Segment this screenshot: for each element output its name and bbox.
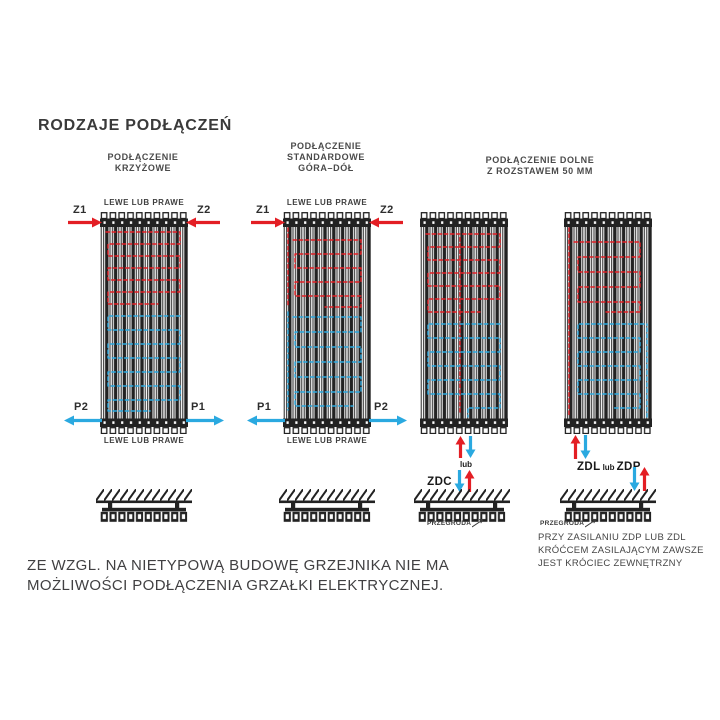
heading-line: PODŁĄCZENIE (290, 141, 362, 151)
zdl-return-down-arrow-icon (580, 435, 591, 459)
przegroda-text: PRZEGRODA (427, 520, 472, 527)
zdp-up-arrow-icon (639, 467, 650, 491)
zdl-zdp-note (538, 531, 720, 570)
footer-line: MOŻLIWOŚCI PODŁĄCZENIA GRZAŁKI ELEKTRYCZNEJ. (27, 576, 444, 594)
radiator-standard-diagram (283, 212, 371, 434)
radiator-zdl-zdp-diagram (564, 212, 652, 434)
przegroda-leader-arrow-icon (585, 519, 597, 528)
footer-note (27, 556, 467, 595)
wall-section-standard (279, 489, 375, 523)
p1-return-arrow-right-icon (186, 415, 224, 426)
radiator-zdc-diagram (420, 212, 508, 434)
wall-section-zdc (414, 489, 510, 523)
heading-line: STANDARDOWE (287, 152, 365, 162)
cross-z1-label: Z1 (73, 204, 87, 216)
heading-line: Z ROZSTAWEM 50 MM (486, 166, 594, 176)
heading-line: KRZYŻOWE (114, 163, 172, 173)
standard-p2-label: P2 (374, 401, 389, 413)
p2-return-arrow-right-icon (369, 415, 407, 426)
note-line: JEST KRÓCIEC ZEWNĘTRZNY (538, 558, 683, 569)
zdc-return-down-arrow-icon (465, 436, 476, 458)
z2-supply-arrow-left-icon (186, 217, 220, 228)
cross-p2-label: P2 (74, 401, 89, 413)
zdl-text: ZDL (577, 461, 601, 473)
zdc-lub-label: lub (460, 460, 472, 469)
zdl-przegroda-label (540, 519, 597, 528)
zdc-przegroda-label (427, 519, 484, 528)
cross-p1-label: P1 (191, 401, 206, 413)
footer-line: ZE WZGL. NA NIETYPOWĄ BUDOWĘ GRZEJNIKA NIE MA (27, 557, 450, 574)
heading-bottom-connection (460, 155, 620, 177)
z2-supply-arrow-left-icon (369, 217, 403, 228)
heading-cross-connection (83, 152, 203, 174)
standard-z2-label: Z2 (380, 204, 394, 216)
heading-line: GÓRA–DÓŁ (298, 163, 354, 173)
note-line: KRÓĆCEM ZASILAJĄCYM ZAWSZE (538, 545, 704, 556)
standard-bottom-note: LEWE LUB PRAWE (286, 436, 368, 445)
z1-supply-arrow-right-icon (251, 217, 285, 228)
zdc-label: ZDC (427, 476, 452, 488)
heading-line: PODŁĄCZENIE DOLNE (485, 155, 595, 165)
z1-supply-arrow-right-icon (68, 217, 102, 228)
zdp-text: ZDP (616, 461, 641, 473)
wall-section-zdl-zdp (560, 489, 656, 523)
standard-z1-label: Z1 (256, 204, 270, 216)
p1-return-arrow-left-icon (247, 415, 285, 426)
przegroda-text: PRZEGRODA (540, 520, 585, 527)
wall-section-cross (96, 489, 192, 523)
standard-top-note: LEWE LUB PRAWE (286, 198, 368, 207)
note-line: PRZY ZASILANIU ZDP LUB ZDL (538, 532, 686, 543)
przegroda-leader-arrow-icon (472, 519, 484, 528)
heading-line: PODŁĄCZENIE (107, 152, 179, 162)
lub-text: lub (602, 463, 615, 472)
radiator-cross-diagram (100, 212, 188, 434)
heading-standard-connection (266, 141, 386, 174)
cross-top-note: LEWE LUB PRAWE (103, 198, 185, 207)
standard-p1-label: P1 (257, 401, 272, 413)
p2-return-arrow-left-icon (64, 415, 102, 426)
page-title: RODZAJE PODŁĄCZEŃ (38, 117, 233, 134)
cross-z2-label: Z2 (197, 204, 211, 216)
cross-bottom-note: LEWE LUB PRAWE (103, 436, 185, 445)
